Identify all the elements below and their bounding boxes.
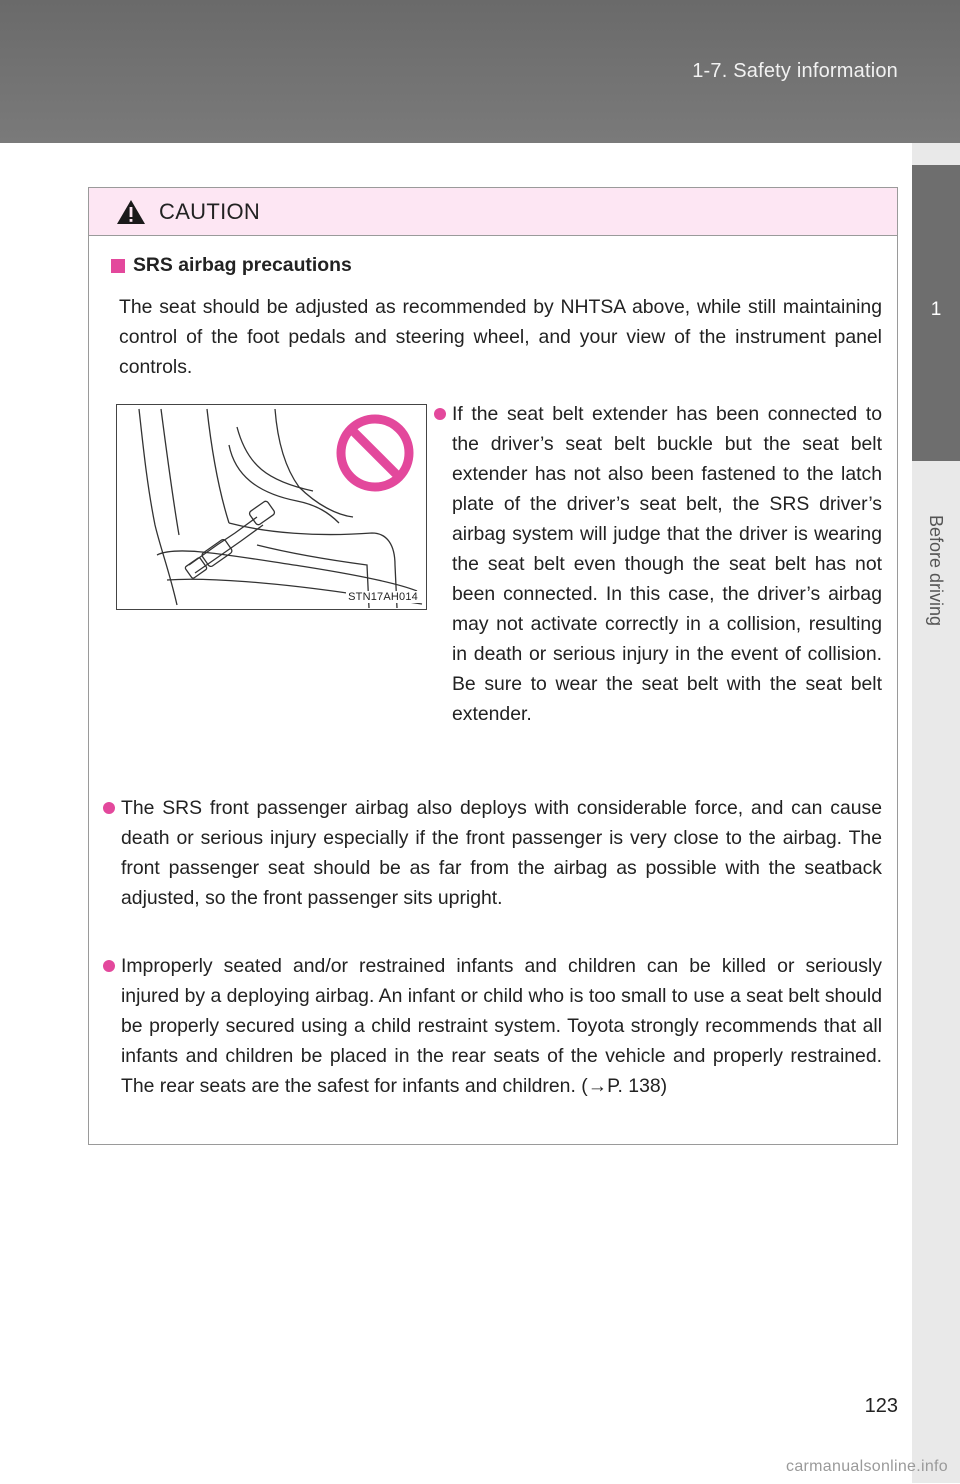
pink-bullet-icon: [103, 960, 115, 972]
intro-paragraph: The seat should be adjusted as recommended by NHTSA above, while still maintaining control of the foot pedals and steering wheel, and your view of the instrument panel controls.: [119, 296, 882, 378]
bullet-text: If the seat belt extender has been connected to the driver’s seat belt buckle but the seat belt extender has not also been fastened to the latch plate of the driver’s seat belt, the SRS driver’s airbag system will judge that the driver is wearing the seat belt even though the seat belt has not been connected. In this case, the driver’s airbag may not activate correctly in a collision, resulting in death or serious injury in the event of collision. Be sure to wear the seat belt with the seat belt extender.: [452, 403, 882, 725]
watermark: carmanualsonline.info: [786, 1458, 948, 1475]
page-number: 123: [864, 1395, 898, 1417]
figure-code: STN17AH014: [348, 591, 418, 603]
bullet-item: [103, 793, 882, 913]
pink-bullet-icon: [434, 408, 446, 420]
chapter-title: [912, 475, 960, 665]
section-title: 1-7. Safety information: [692, 60, 898, 82]
subheading: [111, 254, 352, 277]
seat-belt-extender-illustration: [116, 404, 427, 610]
seated-driver-drawing: [117, 405, 425, 608]
caution-label: CAUTION: [159, 198, 261, 224]
bullet-text: The SRS front passenger airbag also deploys with considerable force, and can cause death or serious injury especially if the front passenger is very close to the airbag. The front passenger seat should be as far from the airbag as possible with the seatback adjusted, so the front passenger sits upright.: [121, 797, 882, 909]
square-bullet-icon: [111, 259, 125, 273]
bullet-item: [103, 951, 882, 1101]
chapter-number: 1: [930, 299, 942, 320]
chapter-title-text: Before driving: [926, 514, 947, 626]
subheading-text: SRS airbag precautions: [133, 254, 352, 276]
caution-header: [89, 188, 897, 236]
bullet-item: [434, 399, 882, 729]
warning-triangle-icon: [115, 198, 147, 226]
caution-box: [88, 187, 898, 1145]
bullet-text: Improperly seated and/or restrained infants and children can be killed or seriously injured by a deploying airbag. An infant or child who is too small to use a seat belt should be properly secured using a child restraint system. Toyota strongly recommends that all infants and children be placed in the rear seats of the vehicle and properly restrained. The rear seats are the safest for infants and children. (→P. 138): [121, 955, 883, 1097]
pink-bullet-icon: [103, 802, 115, 814]
